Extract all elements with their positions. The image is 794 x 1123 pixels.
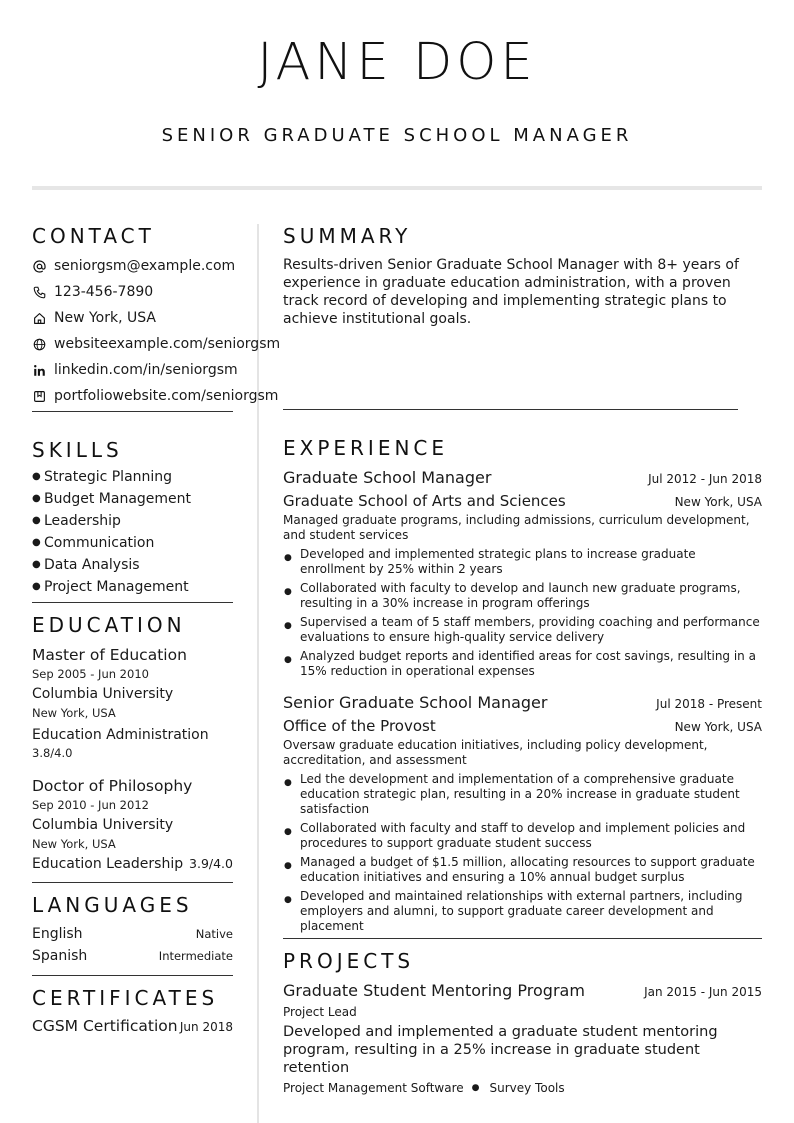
skill-item — [32, 510, 280, 532]
job-bullet-text: Led the development and implementation of a comprehensive graduate education strategic plan, resulting in a 20% increase in graduate student satisfaction — [300, 772, 740, 816]
job-bullets — [283, 547, 762, 679]
job-bullet — [283, 821, 762, 851]
summary-text: Results-driven Senior Graduate School Manager with 8+ years of experience in graduate education administration, with a proven track record of developing and implementing strategic plans to achieve institutional goals. — [283, 257, 739, 327]
job-bullet-text: Collaborated with faculty and staff to develop and implement policies and procedures to support graduate student success — [300, 821, 746, 850]
education-divider — [32, 882, 233, 883]
resume-title: SENIOR GRADUATE SCHOOL MANAGER — [161, 125, 633, 146]
education-entry — [32, 644, 233, 761]
contact-portfolio-text: portfoliowebsite.com/seniorgsm — [54, 388, 279, 404]
contact-email-text: seniorgsm@example.com — [54, 258, 236, 274]
language-item — [32, 945, 233, 967]
edu-dates: Sep 2010 - Jun 2012 — [32, 798, 149, 812]
project-description: Developed and implemented a graduate student mentoring program, resulting in a 25% increase in graduate student retention — [283, 1024, 718, 1076]
languages-divider — [32, 975, 233, 976]
header-divider — [32, 186, 762, 190]
contact-email[interactable] — [32, 253, 280, 279]
skill-label: Project Management — [44, 579, 189, 595]
project-title: Graduate Student Mentoring Program — [283, 981, 585, 1000]
job-bullet-text: Managed a budget of $1.5 million, allocating resources to support graduate education initiatives and ensuring a 10% annual budget surplus — [300, 855, 755, 884]
right-column — [283, 222, 762, 1098]
project-tool: Survey Tools — [489, 1081, 565, 1095]
bullet-icon: ● — [284, 587, 292, 597]
contact-list — [32, 253, 280, 409]
bullet-icon: ● — [471, 1083, 480, 1093]
globe-icon — [32, 337, 46, 351]
resume-name: JANE DOE — [257, 33, 537, 92]
contact-website[interactable] — [32, 331, 280, 357]
bullet-icon: ● — [284, 655, 292, 665]
contact-linkedin-text: linkedin.com/in/seniorgsm — [54, 362, 238, 378]
bullet-icon: ● — [284, 827, 292, 837]
phone-icon — [32, 285, 46, 299]
job-bullet-text: Developed and maintained relationships with external partners, including employers and alumni, to support graduate career development and placement — [300, 889, 743, 933]
summary-heading: SUMMARY — [283, 224, 412, 248]
experience-heading: EXPERIENCE — [283, 436, 449, 460]
at-icon — [32, 259, 46, 273]
skill-item — [32, 532, 280, 554]
job-location: New York, USA — [674, 495, 762, 509]
bullet-icon: ● — [32, 559, 41, 570]
linkedin-icon — [32, 363, 46, 377]
education-heading: EDUCATION — [32, 613, 186, 637]
language-item — [32, 923, 233, 945]
contact-divider — [32, 411, 233, 412]
skills-divider — [32, 602, 233, 603]
certificate-name: CGSM Certification — [32, 1017, 178, 1035]
job-description: Oversaw graduate education initiatives, including policy development, accreditation, and assessment — [283, 738, 708, 767]
project-entry — [283, 979, 762, 1098]
language-name: Spanish — [32, 948, 88, 964]
bullet-icon: ● — [284, 778, 292, 788]
contact-portfolio[interactable] — [32, 383, 280, 409]
skill-label: Budget Management — [44, 491, 192, 507]
bullet-icon: ● — [284, 553, 292, 563]
contact-linkedin[interactable] — [32, 357, 280, 383]
job-title: Senior Graduate School Manager — [283, 693, 548, 712]
edu-field: Education Administration — [32, 727, 209, 743]
skill-label: Strategic Planning — [44, 469, 173, 485]
project-dates: Jan 2015 - Jun 2015 — [644, 985, 762, 999]
edu-field: Education Leadership — [32, 856, 184, 872]
job-entry — [283, 691, 762, 934]
edu-school: Columbia University — [32, 686, 174, 702]
job-bullets — [283, 772, 762, 934]
skills-heading: SKILLS — [32, 438, 123, 462]
left-column — [32, 222, 280, 1035]
skill-item — [32, 488, 280, 510]
contact-heading: CONTACT — [32, 224, 155, 248]
job-bullet — [283, 581, 762, 611]
job-bullet-text: Collaborated with faculty to develop and launch new graduate programs, resulting in a 30% increase in program offerings — [300, 581, 741, 610]
skill-label: Communication — [44, 535, 155, 551]
skill-item — [32, 554, 280, 576]
job-org: Office of the Provost — [283, 717, 436, 735]
language-level: Intermediate — [158, 949, 233, 963]
job-bullet — [283, 649, 762, 679]
contact-location-text: New York, USA — [54, 310, 156, 326]
edu-school: Columbia University — [32, 817, 174, 833]
job-description: Managed graduate programs, including admissions, curriculum development, and student services — [283, 513, 750, 542]
job-bullet — [283, 547, 762, 577]
bullet-icon: ● — [284, 861, 292, 871]
skill-label: Leadership — [44, 513, 121, 529]
education-entry — [32, 775, 233, 874]
edu-degree: Doctor of Philosophy — [32, 777, 193, 795]
job-bullet-text: Analyzed budget reports and identified areas for cost savings, resulting in a 15% reduction in operational expenses — [300, 649, 756, 678]
skill-item — [32, 576, 280, 598]
edu-dates: Sep 2005 - Jun 2010 — [32, 667, 149, 681]
contact-location — [32, 305, 280, 331]
project-role: Project Lead — [283, 1005, 357, 1019]
languages-heading: LANGUAGES — [32, 893, 193, 917]
contact-phone[interactable] — [32, 279, 280, 305]
bullet-icon: ● — [32, 537, 41, 548]
job-location: New York, USA — [674, 720, 762, 734]
job-bullet — [283, 772, 762, 817]
home-icon — [32, 311, 46, 325]
skills-list — [32, 466, 280, 598]
job-entry — [283, 466, 762, 679]
job-bullet-text: Developed and implemented strategic plans to increase graduate enrollment by 25% within 2 years — [300, 547, 696, 576]
contact-website-text: websiteexample.com/seniorgsm — [54, 336, 281, 352]
skill-label: Data Analysis — [44, 557, 140, 573]
edu-gpa: 3.8/4.0 — [32, 746, 73, 760]
certificate-date: Jun 2018 — [179, 1020, 233, 1034]
bullet-icon: ● — [284, 621, 292, 631]
job-title: Graduate School Manager — [283, 468, 492, 487]
bullet-icon: ● — [284, 895, 292, 905]
edu-degree: Master of Education — [32, 646, 187, 664]
job-dates: Jul 2012 - Jun 2018 — [648, 472, 762, 486]
job-dates: Jul 2018 - Present — [656, 697, 762, 711]
edu-location: New York, USA — [32, 706, 116, 720]
bullet-icon: ● — [32, 493, 41, 504]
bullet-icon: ● — [32, 581, 41, 592]
experience-divider — [283, 938, 762, 939]
certificates-heading: CERTIFICATES — [32, 986, 219, 1010]
project-tools — [283, 1078, 762, 1098]
edu-gpa: 3.9/4.0 — [189, 856, 233, 871]
job-org: Graduate School of Arts and Sciences — [283, 492, 566, 510]
job-bullet — [283, 889, 762, 934]
bullet-icon: ● — [32, 471, 41, 482]
contact-phone-text: 123-456-7890 — [54, 284, 154, 300]
languages-list — [32, 923, 280, 967]
portfolio-icon — [32, 389, 46, 403]
project-tool: Project Management Software — [283, 1081, 464, 1095]
job-bullet-text: Supervised a team of 5 staff members, providing coaching and performance evaluations to ensure high-quality service delivery — [300, 615, 760, 644]
certificate-item — [32, 1017, 233, 1035]
skill-item — [32, 466, 280, 488]
bullet-icon: ● — [32, 515, 41, 526]
projects-heading: PROJECTS — [283, 949, 415, 973]
edu-location: New York, USA — [32, 837, 116, 851]
language-level: Native — [195, 927, 233, 941]
job-bullet — [283, 615, 762, 645]
language-name: English — [32, 926, 83, 942]
job-bullet — [283, 855, 762, 885]
summary-divider — [283, 409, 738, 410]
